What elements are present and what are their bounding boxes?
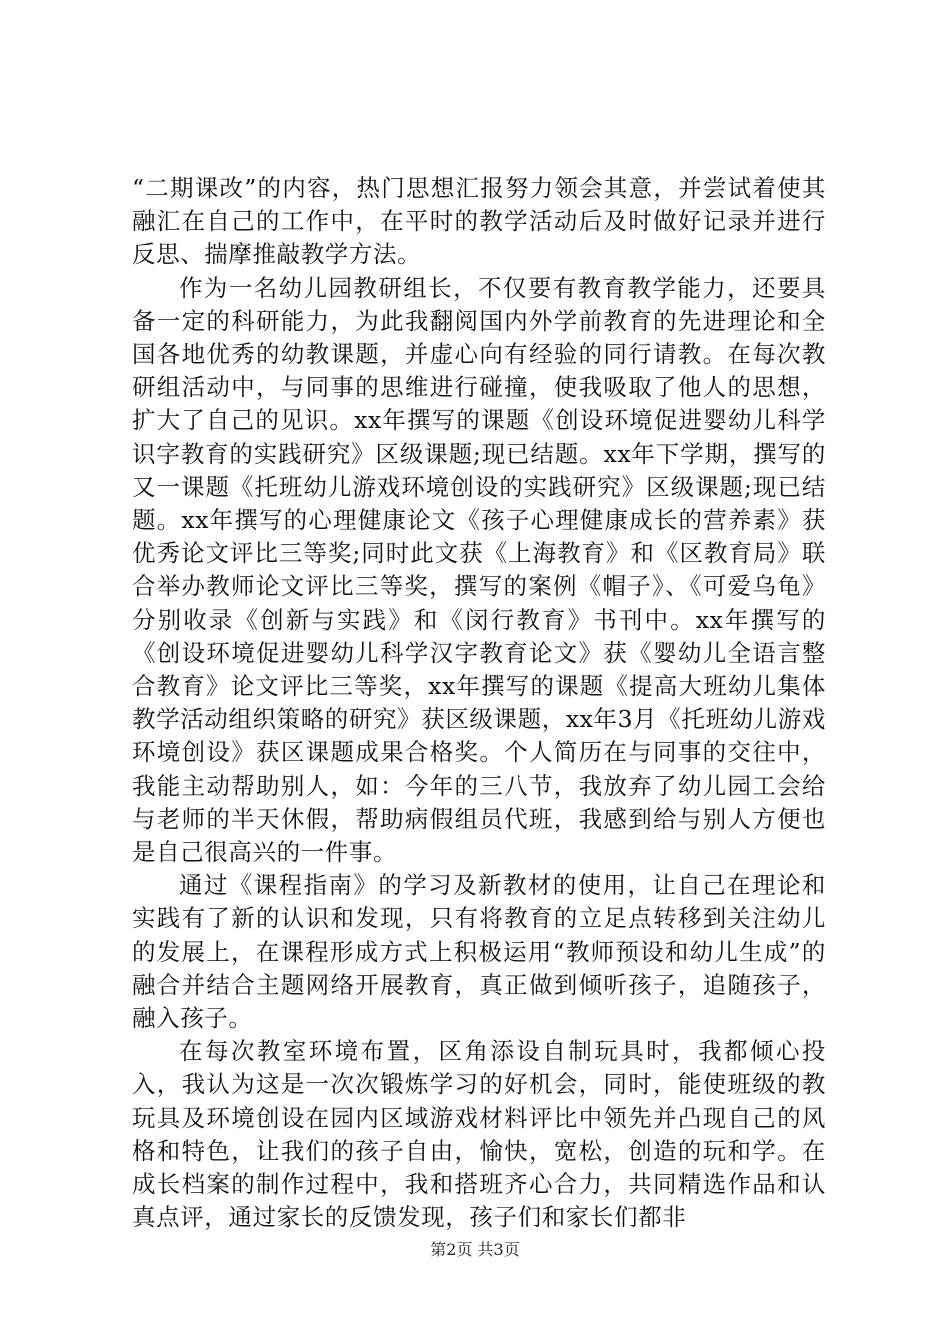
paragraph-4: 在每次教室环境布置，区角添设自制玩具时，我都倾心投入，我认为这是一次次锻炼学习的好机会，同时，能使班级的教玩具及环境创设在园内区域游戏材料评比中领先并凸现自己的风格和特色，让我们的孩子自由，愉快，宽松，创造的玩和学。在成长档案的制作过程中，我和搭班齐心合力，共同精选作品和认真点评，通过家长的反馈发现，孩子们和家长们都非 xyxy=(132,1037,826,1232)
paragraph-3: 通过《课程指南》的学习及新教材的使用，让自己在理论和实践有了新的认识和发现，只有将教育的立足点转移到关注幼儿的发展上，在课程形成方式上积极运用“教师预设和幼儿生成”的融合并结合主题网络开展教育，真正做到倾听孩子，追随孩子，融入孩子。 xyxy=(132,871,826,1033)
document-body xyxy=(132,172,826,1235)
paragraph-2: 作为一名幼儿园教研组长，不仅要有教育教学能力，还要具备一定的科研能力，为此我翻阅国内外学前教育的先进理论和全国各地优秀的幼教课题，并虚心向有经验的同行请教。在每次教研组活动中，与同事的思维进行碰撞，使我吸取了他人的思想，扩大了自己的见识。xx年撰写的课题《创设环境促进婴幼儿科学识字教育的实践研究》区级课题;现已结题。xx年下学期，撰写的又一课题《托班幼儿游戏环境创设的实践研究》区级课题;现已结题。xx年撰写的心理健康论文《孩子心理健康成长的营养素》获优秀论文评比三等奖;同时此文获《上海教育》和《区教育局》联合举办教师论文评比三等奖，撰写的案例《帽子》、《可爱乌龟》分别收录《创新与实践》和《闵行教育》书刊中。xx年撰写的《创设环境促进婴幼儿科学汉字教育论文》获《婴幼儿全语言整合教育》论文评比三等奖，xx年撰写的课题《提高大班幼儿集体教学活动组织策略的研究》获区级课题，xx年3月《托班幼儿游戏环境创设》获区课题成果合格奖。个人简历在与同事的交往中，我能主动帮助别人，如：今年的三八节，我放弃了幼儿园工会给与老师的半天休假，帮助病假组员代班，我感到给与别人方便也是自己很高兴的一件事。 xyxy=(132,273,826,867)
paragraph-1: “二期课改”的内容，热门思想汇报努力领会其意，并尝试着使其融汇在自己的工作中，在平时的教学活动后及时做好记录并进行反思、揣摩推敲教学方法。 xyxy=(132,174,826,269)
page-number-footer: 第2页 共3页 xyxy=(430,1240,520,1259)
